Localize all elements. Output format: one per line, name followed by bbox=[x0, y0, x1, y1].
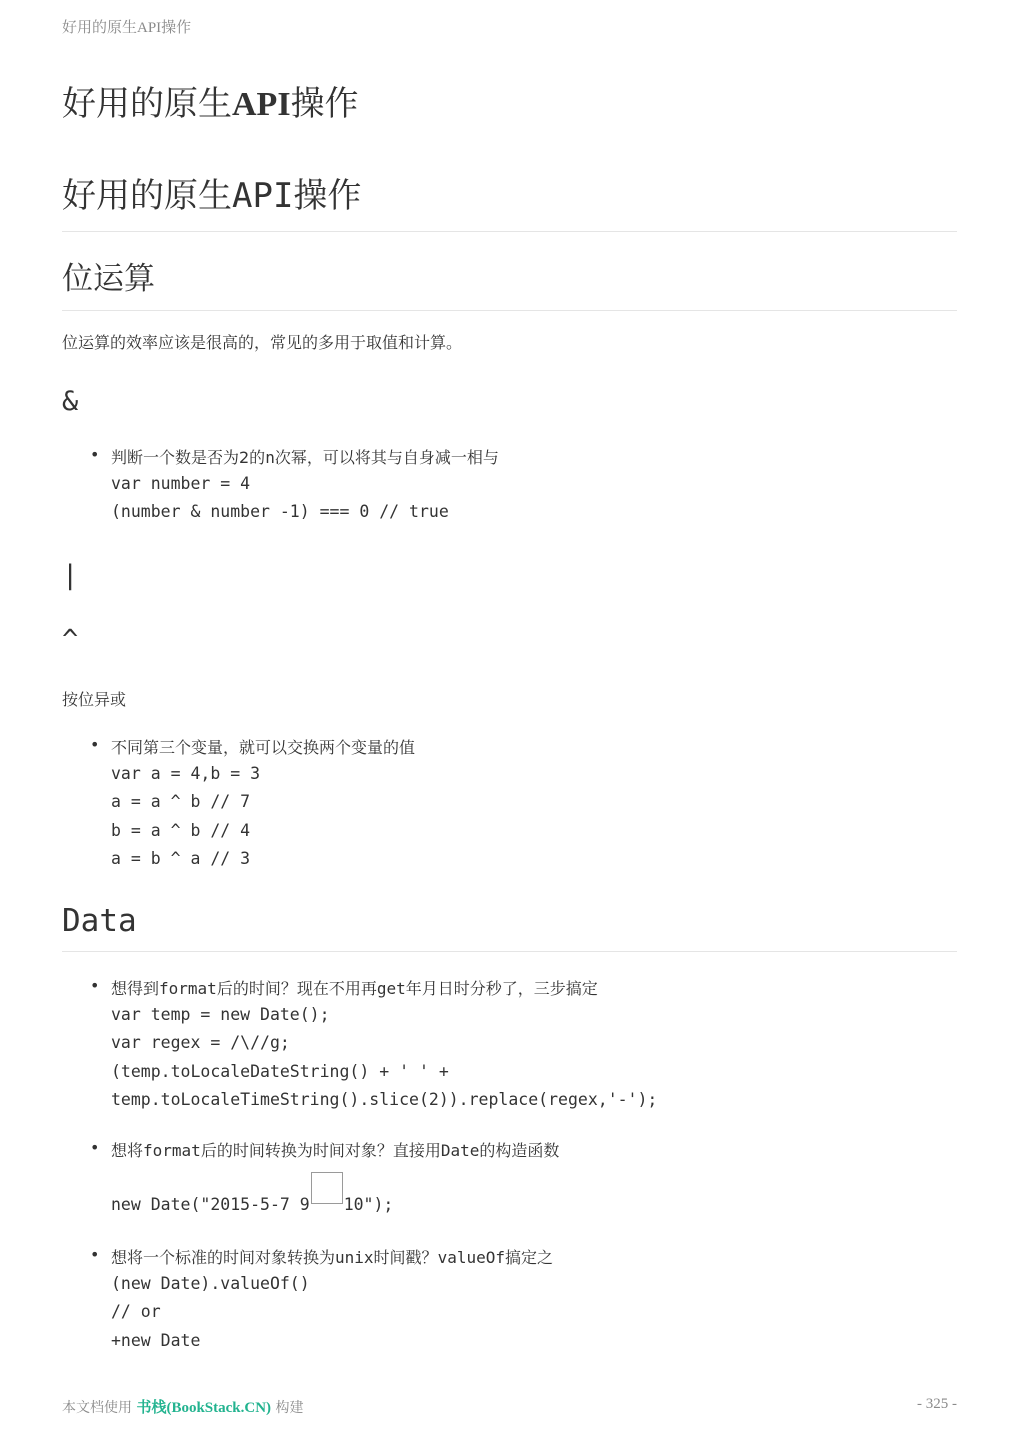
code-line: temp.toLocaleTimeString().slice(2)).replace(regex,'-'); bbox=[111, 1089, 658, 1109]
item-mono: n bbox=[265, 448, 275, 467]
heading-and: & bbox=[62, 386, 79, 417]
list-item-and bbox=[111, 445, 499, 468]
item-mono: Date bbox=[440, 1141, 480, 1160]
list-item-date-constructor bbox=[111, 1138, 559, 1161]
item-text: 想得到 bbox=[111, 979, 160, 998]
page-heading bbox=[62, 168, 957, 232]
heading-xor: ^ bbox=[62, 624, 79, 655]
heading-suffix: 操作 bbox=[293, 176, 362, 216]
page-number: - 325 - bbox=[917, 1396, 957, 1412]
heading-or: | bbox=[62, 560, 79, 591]
item-mono: get bbox=[376, 979, 406, 998]
item-text: 想将 bbox=[111, 1141, 144, 1160]
code-line: var regex = /\//g; bbox=[111, 1033, 290, 1053]
code-block-format bbox=[111, 1001, 657, 1114]
code-fragment: 10"); bbox=[343, 1195, 394, 1214]
item-text: 想将一个标准的时间对象转换为 bbox=[111, 1248, 336, 1267]
list-item-format bbox=[111, 976, 598, 999]
item-mono: valueOf bbox=[437, 1248, 505, 1267]
code-line: b = a ^ b // 4 bbox=[111, 820, 251, 840]
footer-credit bbox=[62, 1396, 304, 1417]
item-text: 搞定之 bbox=[505, 1248, 554, 1267]
heading-mono: API bbox=[232, 176, 294, 216]
code-line: (new Date).valueOf() bbox=[111, 1274, 310, 1293]
item-text: 判断一个数是否为2的 bbox=[111, 448, 266, 467]
footer-suffix: 构建 bbox=[271, 1400, 304, 1416]
item-mono: format bbox=[159, 979, 217, 998]
document-title bbox=[62, 76, 359, 125]
code-block-unix-timestamp bbox=[111, 1270, 310, 1355]
code-line: +new Date bbox=[111, 1330, 201, 1350]
title-prefix: 好用的原生 bbox=[62, 86, 232, 123]
item-mono: format bbox=[143, 1141, 201, 1160]
item-mono: unix bbox=[335, 1248, 374, 1267]
code-line: var number = 4 bbox=[111, 474, 251, 493]
code-line: a = a ^ b // 7 bbox=[111, 792, 251, 812]
bitwise-intro: 位运算的效率应该是很高的，常见的多用于取值和计算。 bbox=[62, 333, 463, 352]
item-text: 后的时间转换为时间对象？直接用 bbox=[200, 1141, 441, 1160]
list-item-unix-timestamp bbox=[111, 1245, 553, 1268]
code-line: var temp = new Date(); bbox=[111, 1005, 330, 1024]
section-heading-data: Data bbox=[62, 903, 957, 952]
code-block-and bbox=[111, 470, 449, 527]
xor-description: 按位异或 bbox=[62, 690, 127, 709]
running-header: 好用的原生API操作 bbox=[62, 20, 192, 36]
item-text: 次幂，可以将其与自身减一相与 bbox=[274, 448, 499, 467]
list-item-xor: • 不同第三个变量，就可以交换两个变量的值 bbox=[111, 735, 415, 758]
heading-prefix: 好用的原生 bbox=[62, 176, 232, 216]
code-line: a = b ^ a // 3 bbox=[111, 848, 251, 868]
code-block-date-constructor bbox=[111, 1172, 393, 1221]
footer-brand-link[interactable]: 书栈(BookStack.CN) bbox=[136, 1400, 272, 1416]
code-block-xor bbox=[111, 760, 260, 873]
code-line: // or bbox=[111, 1302, 161, 1322]
section-heading-bitwise: 位运算 bbox=[62, 253, 957, 311]
code-line: var a = 4,b = 3 bbox=[111, 764, 261, 783]
title-suffix: 操作 bbox=[290, 86, 359, 123]
code-line: (number & number -1) === 0 // true bbox=[111, 502, 449, 522]
code-fragment: new Date("2015-5-7 9 bbox=[111, 1195, 310, 1214]
code-line: (temp.toLocaleDateString() + ' ' + bbox=[111, 1061, 449, 1081]
item-text: 后的时间？现在不用再 bbox=[216, 979, 377, 998]
item-text: 时间戳？ bbox=[373, 1248, 438, 1267]
missing-glyph-box bbox=[311, 1172, 343, 1204]
item-text: 年月日时分秒了，三步搞定 bbox=[405, 979, 598, 998]
footer-prefix: 本文档使用 bbox=[62, 1400, 137, 1416]
title-bold: API bbox=[232, 86, 291, 123]
item-text: 的构造函数 bbox=[479, 1141, 560, 1160]
